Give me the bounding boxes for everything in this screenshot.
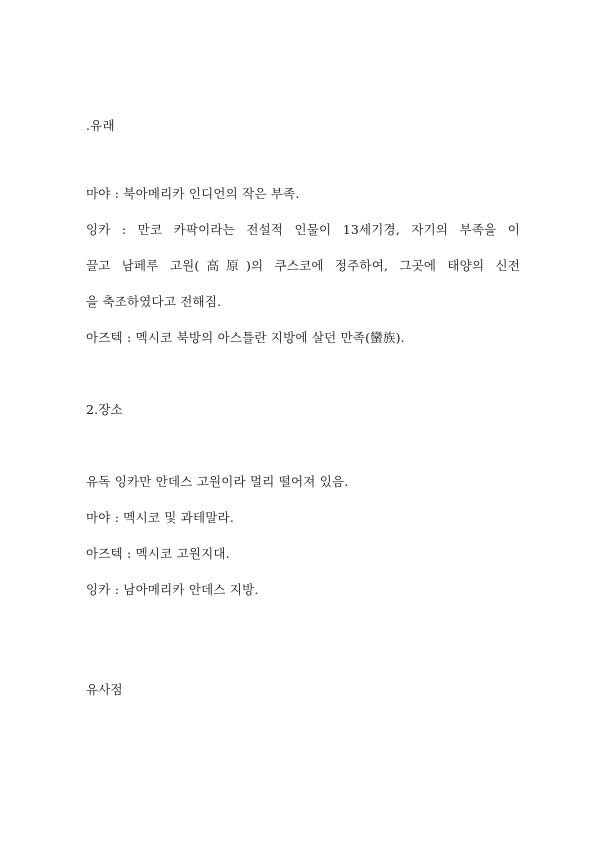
origin-line-inca-1: 잉카 : 만코 카팍이라는 전설적 인물이 13세기경, 자기의 부족을 이	[86, 222, 520, 237]
section-heading-origin: .유래	[86, 118, 115, 133]
place-line-aztec: 아즈텍 : 멕시코 고원지대.	[86, 546, 230, 561]
section-heading-place: 2.장소	[86, 402, 123, 417]
place-line-inca: 잉카 : 남아메리카 안데스 지방.	[86, 582, 259, 597]
origin-line-inca-3: 을 축조하였다고 전해짐.	[86, 294, 222, 309]
place-line-maya: 마야 : 멕시코 및 과테말라.	[86, 510, 235, 525]
place-line-summary: 유독 잉카만 안데스 고원이라 멀리 떨어져 있음.	[86, 474, 349, 489]
origin-line-aztec: 아즈텍 : 멕시코 북방의 아스틀란 지방에 살던 만족(蠻族).	[86, 330, 405, 345]
origin-line-inca-2: 끌고 남페루 고원(高原)의 쿠스코에 정주하여, 그곳에 태양의 신전	[86, 258, 520, 273]
section-heading-similarities: 유사점	[86, 682, 123, 697]
origin-line-maya: 마야 : 북아메리카 인디언의 작은 부족.	[86, 186, 300, 201]
